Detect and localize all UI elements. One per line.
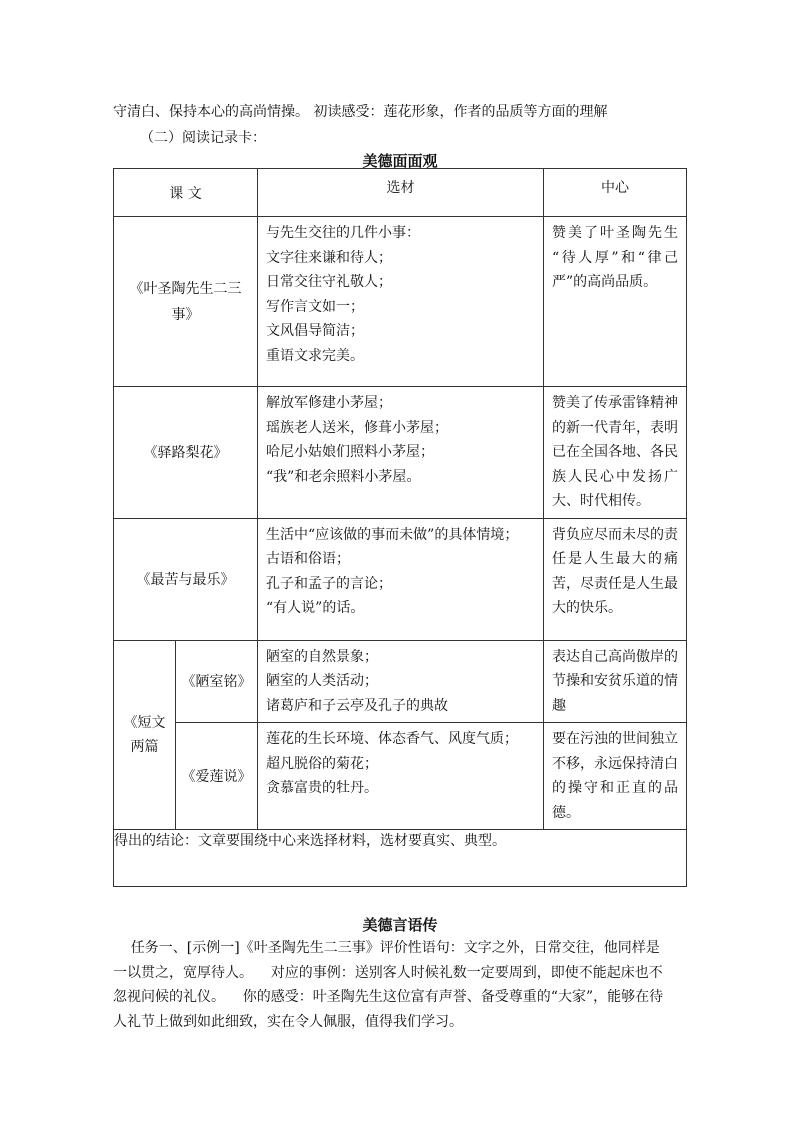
subrow-title: 《爱莲说》 — [176, 723, 258, 830]
material-line: 超凡脱俗的菊花； — [266, 755, 379, 772]
table-header-row — [114, 169, 687, 217]
paragraph-line: 人礼节上做到如此细致，实在令人佩服，值得我们学习。 — [113, 1013, 463, 1030]
material-line: 贪慕富贵的牡丹。 — [266, 780, 379, 796]
row-center — [544, 723, 687, 830]
header-material: 选材 — [258, 169, 544, 217]
center-line: 大、时代相传。 — [552, 493, 651, 509]
table-row — [114, 217, 687, 387]
material-line: 重语文求完美。 — [266, 347, 365, 364]
material-line: 日常交往守礼敬人； — [266, 274, 393, 290]
center-line: “待人厚”和“律己 — [552, 249, 679, 266]
group-title — [114, 640, 176, 830]
header-text: 课 文 — [114, 169, 258, 217]
conclusion-row — [114, 830, 687, 887]
paragraph-line: 一以贯之，宽厚待人。 对应的事例：送别客人时候礼数一定要周到，即使不能起床也不 — [113, 964, 663, 981]
center-line: 背负应尽而未尽的责 — [552, 526, 679, 543]
table-row — [114, 723, 687, 830]
intro-line-1: 守清白、保持本心的高尚情操。 初读感受：莲花形象，作者的品质等方面的理解 — [113, 104, 608, 120]
material-line: 诸葛庐和子云亭及孔子的典故 — [266, 697, 449, 714]
reading-card-label: （二）阅读记录卡： — [140, 130, 266, 146]
center-line: 的新一代青年，表明 — [552, 419, 679, 436]
material-line: 陋室的自然景象； — [266, 648, 379, 665]
material-line: 写作言文如一； — [266, 298, 365, 315]
material-line: “有人说”的话。 — [266, 600, 365, 616]
material-line: 文风倡导简洁； — [266, 323, 365, 339]
center-line: 不移，永远保持清白 — [552, 755, 679, 772]
material-line: 哈尼小姑娘们照料小茅屋； — [266, 444, 435, 460]
row-center — [544, 640, 687, 723]
material-line: 文字往来谦和待人； — [266, 249, 393, 266]
group-title-line: 《短文 — [123, 714, 166, 731]
center-line: 节操和安贫乐道的情 — [552, 673, 679, 689]
center-line: 要在污浊的世间独立 — [552, 731, 679, 747]
conclusion-text: 得出的结论：文章要围绕中心来选择材料，选材要真实、典型。 — [114, 830, 687, 887]
material-line: 与先生交往的几件小事： — [266, 225, 421, 241]
row-material — [258, 217, 544, 387]
center-line: 赞美了叶圣陶先生 — [552, 225, 679, 241]
center-line: 德。 — [552, 804, 581, 821]
material-line: 陋室的人类活动； — [266, 673, 379, 689]
row-material — [258, 723, 544, 830]
task-paragraph — [113, 936, 687, 1034]
paragraph-line: 忽视问候的礼仪。 你的感受：叶圣陶先生这位富有声誉、备受尊重的“大家”，能够在待 — [113, 989, 664, 1005]
table-row — [114, 518, 687, 640]
row-material — [258, 518, 544, 640]
material-line: 孔子和孟子的言论； — [266, 575, 393, 592]
header-center: 中心 — [544, 169, 687, 217]
row-center — [544, 217, 687, 387]
center-line: 大的快乐。 — [552, 600, 623, 616]
material-line: 解放军修建小茅屋； — [266, 395, 393, 411]
row-title-line: 《叶圣陶先生二三 — [129, 280, 242, 297]
center-line: 任是人生最大的痛 — [552, 551, 679, 567]
table-row — [114, 640, 687, 723]
center-line: 表达自己高尚傲岸的 — [552, 648, 679, 665]
material-line: 莲花的生长环境、体态香气、风度气质； — [266, 731, 519, 747]
center-line: 的操守和正直的品 — [552, 780, 679, 796]
center-line: 已在全国各地、各民 — [552, 444, 679, 460]
subrow-title: 《陋室铭》 — [176, 640, 258, 723]
section-title-virtue-overview: 美德面面观 — [362, 152, 438, 170]
material-line: 生活中“应该做的事而未做”的具体情境； — [266, 526, 519, 543]
reading-record-table — [113, 168, 687, 887]
row-material — [258, 387, 544, 519]
row-material — [258, 640, 544, 723]
row-center — [544, 518, 687, 640]
row-title: 《驿路梨花》 — [114, 387, 258, 519]
row-title-line: 事》 — [171, 306, 200, 323]
center-line: 趣 — [552, 697, 567, 714]
material-line: 瑶族老人送米，修葺小茅屋； — [266, 419, 449, 436]
material-line: 古语和俗语； — [266, 551, 351, 567]
row-title — [114, 217, 258, 387]
row-title: 《最苦与最乐》 — [114, 518, 258, 640]
center-line: 赞美了传承雷锋精神 — [552, 395, 679, 411]
center-line: 严”的高尚品质。 — [552, 274, 658, 290]
center-line: 苦，尽责任是人生最 — [552, 575, 679, 592]
center-line: 族人民心中发扬广 — [552, 468, 679, 485]
paragraph-line: 任务一、[示例一]《叶圣陶先生二三事》评价性语句：文字之外，日常交往，他同样是 — [113, 940, 660, 956]
group-title-line: 两篇 — [130, 738, 159, 755]
row-center — [544, 387, 687, 519]
material-line: “我”和老余照料小茅屋。 — [266, 468, 421, 485]
table-row — [114, 387, 687, 519]
section-title-virtue-words: 美德言语传 — [362, 916, 438, 934]
